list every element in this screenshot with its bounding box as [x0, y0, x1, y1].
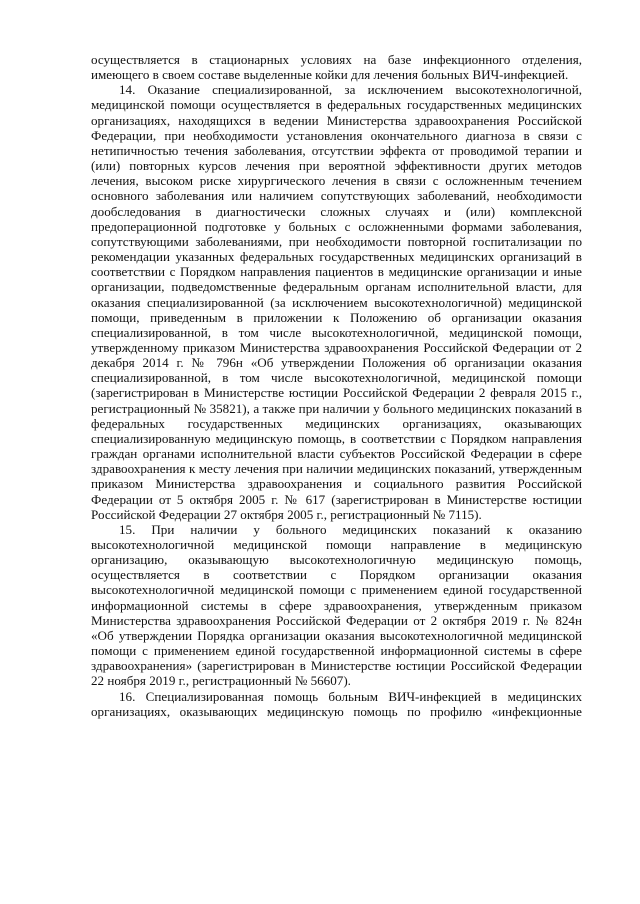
paragraph-15: 15. При наличии у больного медицинских показаний к оказанию высокотехнологичной медицинской помощи направление в медицинскую организацию, оказывающую высокотехнологичную медицинскую помощь, осуществляется в соответствии с Порядком организации оказания высокотехнологичной медицинской помощи с применением единой государственной информационной системы в сфере здравоохранения, утвержденным приказом Министерства здравоохранения Российской Федерации от 2 октября 2019 г. № 824н «Об утверждении Порядка организации оказания высокотехнологичной медицинской помощи с применением единой государственной информационной системы в сфере здравоохранения» (зарегистрирован в Министерстве юстиции Российской Федерации 22 ноября 2019 г., регистрационный № 56607). — [91, 521, 582, 689]
paragraph-14: 14. Оказание специализированной, за исключением высокотехнологичной, медицинской помощи осуществляется в федеральных государственных медицинских организациях, находящихся в ведении Министерства здравоохранения Российской Федерации, при необходимости установления окончательного диагноза в связи с нетипичностью течения заболевания, отсутствии эффекта от проводимой терапии и (или) повторных курсов лечения при вероятной эффективности других методов лечения, высоком риске хирургического лечения в связи с осложненным течением основного заболевания или наличием сопутствующих заболеваний, необходимости дообследования в диагностически сложных случаях и (или) комплексной предоперационной подготовке у больных с осложненными формами заболевания, сопутствующими заболеваниями, при необходимости повторной госпитализации по рекомендации указанных федеральных государственных медицинских организаций в соответствии с Порядком направления пациентов в медицинские организации и иные организации, подведомственные федеральным органам исполнительной власти, для оказания специализированной (за исключением высокотехнологичной) медицинской помощи, приведенным в приложении к Положению об организации оказания специализированной, в том числе высокотехнологичной, медицинской помощи, утвержденному приказом Министерства здравоохранения Российской Федерации от 2 декабря 2014 г. № 796н «Об утверждении Положения об организации оказания специализированной, в том числе высокотехнологичной, медицинской помощи (зарегистрирован в Министерстве юстиции Российской Федерации 2 февраля 2015 г., регистрационный № 35821), а также при наличии у больного медицинских показаний в федеральных государственных медицинских организациях, оказывающих специализированную медицинскую помощь, в соответствии с Порядком направления граждан органами исполнительной власти субъектов Российской Федерации в сфере здравоохранения к месту лечения при наличии медицинских показаний, утвержденным приказом Министерства здравоохранения и социального развития Российской Федерации от 5 октября 2005 г. № 617 (зарегистрирован в Министерстве юстиции Российской Федерации 27 октября 2005 г., регистрационный № 7115). — [91, 82, 582, 522]
paragraph-continuation: осуществляется в стационарных условиях на базе инфекционного отделения, имеющего в своем составе выделенные койки для лечения больных ВИЧ-инфекцией. — [91, 52, 582, 83]
paragraph-16: 16. Специализированная помощь больным ВИЧ-инфекцией в медицинских организациях, оказывающих медицинскую помощь по профилю «инфекционные — [91, 688, 582, 719]
